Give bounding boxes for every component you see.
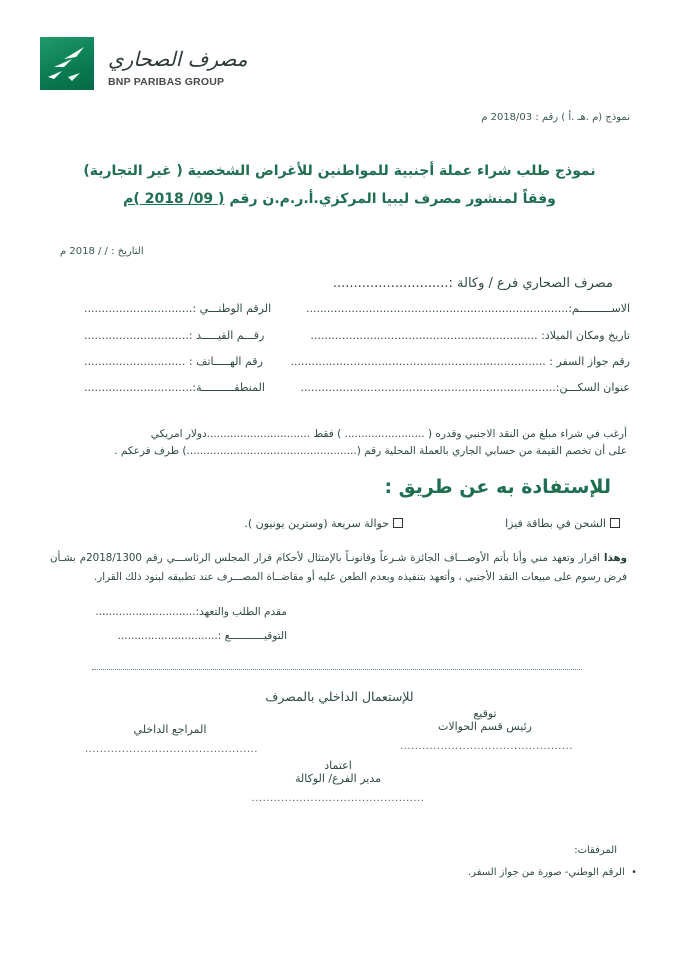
approval-label: اعتماد <box>324 759 352 772</box>
applicant-signature-field[interactable]: التوقيـــــــــــع :.............................. <box>117 630 287 642</box>
form-subtitle <box>0 191 679 207</box>
form-code: نموذج (م .هـ .أ ) رقم : 2018/03 م <box>481 112 630 123</box>
internal-auditor-label: المراجع الداخلي <box>133 723 207 736</box>
internal-auditor-signature-line[interactable]: ............................................... <box>85 744 258 755</box>
section-divider <box>92 669 582 670</box>
attachment-text: الرقم الوطني- صورة من جواز السفر. <box>468 867 625 878</box>
passport-number-field[interactable]: رقم جواز السفر : ......................................................................... <box>290 355 630 368</box>
name-field[interactable]: الاســــــــــم:........................................................................... <box>305 302 630 315</box>
internal-use-heading: للإستعمال الداخلي بالمصرف <box>265 689 414 704</box>
option-western-union[interactable] <box>244 517 403 530</box>
declaration-text: اقرار وتعهد مني وأنا بأتم الأوصـــاف الجائزة شـرعاً وقانونـاً بالإمتثال لأحكام قرار المجلس الرئاســـي رقم 2018/1300م بشـأن فرض رسوم على مبيعات النقد الأجنبي ، وأتعهد بتنفيذه وبعدم الطعن عليه أو مقاضــاة المصـــرف عند تطبيقه لبنود ذلك القرار. <box>50 552 627 583</box>
phone-number-field[interactable]: رقم الهـــــاتف : ............................. <box>84 355 263 368</box>
method-heading: للإستفادة به عن طريق : <box>384 476 611 498</box>
branch-manager-signature-line[interactable]: ............................................... <box>251 793 425 804</box>
date-field[interactable]: التاريخ : / / 2018 م <box>60 246 144 257</box>
transfers-head-label: رئيس قسم الحوالات <box>438 720 532 733</box>
checkbox-icon[interactable] <box>610 518 620 528</box>
national-id-field[interactable]: الرقم الوطنـــي :............................... <box>84 302 272 315</box>
subtitle-prefix: وفقاً لمنشور مصرف ليبيا المركزي.أ.ر.م.ن رقم <box>229 191 556 207</box>
option-label: حوالة سريعة (وسترين يونيون ). <box>244 517 389 530</box>
internal-auditor-block <box>85 723 258 755</box>
bullet-icon: • <box>631 867 637 878</box>
checkbox-icon[interactable] <box>393 518 403 528</box>
brand-name-arabic: مصرف الصحاري <box>108 47 248 71</box>
circular-reference: ( 09/ 2018 )م <box>123 191 225 207</box>
applicant-name-field[interactable]: مقدم الطلب والتعهد:.............................. <box>95 606 287 618</box>
attachments-label: المرفقات: <box>574 845 617 856</box>
option-visa-card[interactable] <box>505 517 620 530</box>
declaration-paragraph <box>50 549 627 587</box>
branch-manager-block <box>248 759 428 804</box>
attachment-item <box>468 867 637 878</box>
address-field[interactable]: عنوان السكـــن:......................................................................... <box>300 381 630 394</box>
transfers-head-signature-line[interactable]: ............................................... <box>400 741 573 752</box>
logo-mark <box>40 37 94 90</box>
form-title: نموذج طلب شراء عملة أجنبية للمواطنين للأغراض الشخصية ( غير التجارية) <box>83 163 596 179</box>
declaration-lead: وهذا <box>603 552 627 564</box>
signature-label: توقيع <box>473 707 497 720</box>
option-label: الشحن في بطاقة فيزا <box>505 517 606 530</box>
branch-field[interactable]: مصرف الصحاري فرع / وكالة :............................ <box>332 276 613 291</box>
region-field[interactable]: المنطقــــــــــة:............................... <box>84 381 265 394</box>
brand-name-english: BNP PARIBAS GROUP <box>108 76 225 88</box>
account-debit-line: على أن تخصم القيمة من حسابي الجاري بالعملة المحلية رقم (...................................................) طرف فرعكم . <box>114 445 627 457</box>
branch-manager-label: مدير الفرع/ الوكالة <box>294 772 382 785</box>
transfers-head-block <box>400 707 573 752</box>
purchase-request-line: أرغب في شراء مبلغ من النقد الاجنبي وقدره ( ........................ ) فقط ...............................دولار امريكي <box>150 428 627 440</box>
stars-birds-icon <box>40 37 94 90</box>
birth-date-place-field[interactable]: تاريخ ومكان الميلاد: ................................................................. <box>310 329 630 342</box>
registry-number-field[interactable]: رقـــم القيـــــد :.............................. <box>84 329 265 342</box>
